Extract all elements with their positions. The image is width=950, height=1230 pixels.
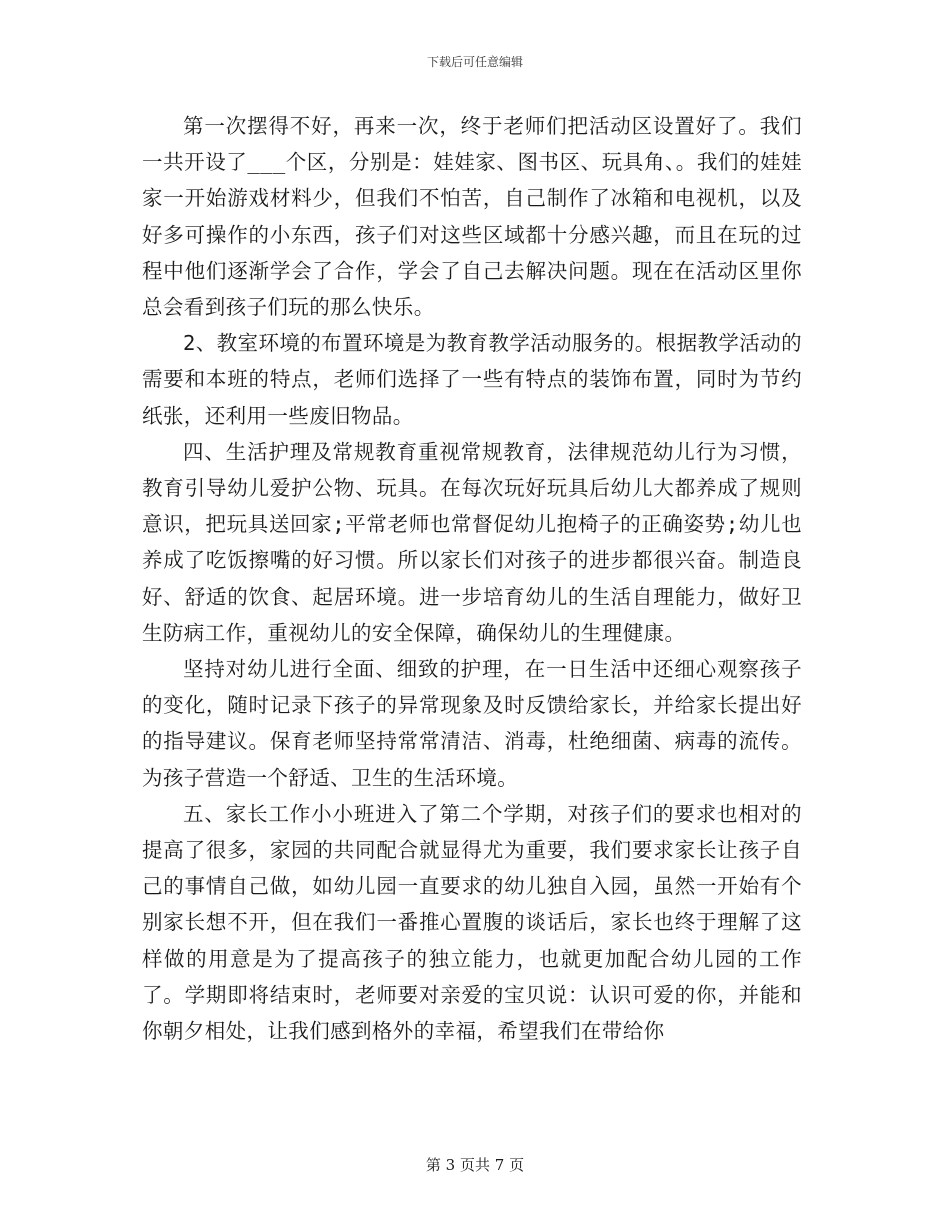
paragraph-activity-areas: 第一次摆得不好，再来一次，终于老师们把活动区设置好了。我们一共开设了___个区，分别是：娃娃家、图书区、玩具角、。我们的娃娃家一开始游戏材料少，但我们不怕苦，自己制作了冰箱和电视机，以及好多可操作的小东西，孩子们对这些区域都十分感兴趣，而且在玩的过程中他们逐渐学会了合作，学会了自己去解决问题。现在在活动区里你总会看到孩子们玩的那么快乐。 xyxy=(142,114,802,320)
paragraph-careful-nursing: 坚持对幼儿进行全面、细致的护理，在一日生活中还细心观察孩子的变化，随时记录下孩子的异常现象及时反馈给家长，并给家长提出好的指导建议。保育老师坚持常常清洁、消毒，杜绝细菌、病毒的流传。为孩子营造一个舒适、卫生的生活环境。 xyxy=(142,657,802,790)
page-header: 下载后可任意编辑 xyxy=(426,55,523,69)
paragraph-parent-work: 五、家长工作小小班进入了第二个学期，对孩子们的要求也相对的提高了很多，家园的共同配合就显得尤为重要，我们要求家长让孩子自己的事情自己做，如幼儿园一直要求的幼儿独自入园，虽然一开始有个别家长想不开，但在我们一番推心置腹的谈话后，家长也终于理解了这样做的用意是为了提高孩子的独立能力，也就更加配合幼儿园的工作了。学期即将结束时，老师要对亲爱的宝贝说：认识可爱的你，并能和你朝夕相处，让我们感到格外的幸福，希望我们在带给你 xyxy=(142,801,802,1044)
document-body xyxy=(142,108,802,1049)
page-number: 第 3 页共 7 页 xyxy=(425,1156,525,1174)
paragraph-life-care: 四、生活护理及常规教育重视常规教育，法律规范幼儿行为习惯，教育引导幼儿爱护公物、玩具。在每次玩好玩具后幼儿大都养成了规则意识，把玩具送回家;平常老师也常督促幼儿抱椅子的正确姿势;幼儿也养成了吃饭擦嘴的好习惯。所以家长们对孩子的进步都很兴奋。制造良好、舒适的饮食、起居环境。进一步培育幼儿的生活自理能力，做好卫生防病工作，重视幼儿的安全保障，确保幼儿的生理健康。 xyxy=(142,439,802,645)
paragraph-classroom-environment: 2、教室环境的布置环境是为教育教学活动服务的。根据教学活动的需要和本班的特点，老师们选择了一些有特点的装饰布置，同时为节约纸张，还利用一些废旧物品。 xyxy=(142,331,802,428)
